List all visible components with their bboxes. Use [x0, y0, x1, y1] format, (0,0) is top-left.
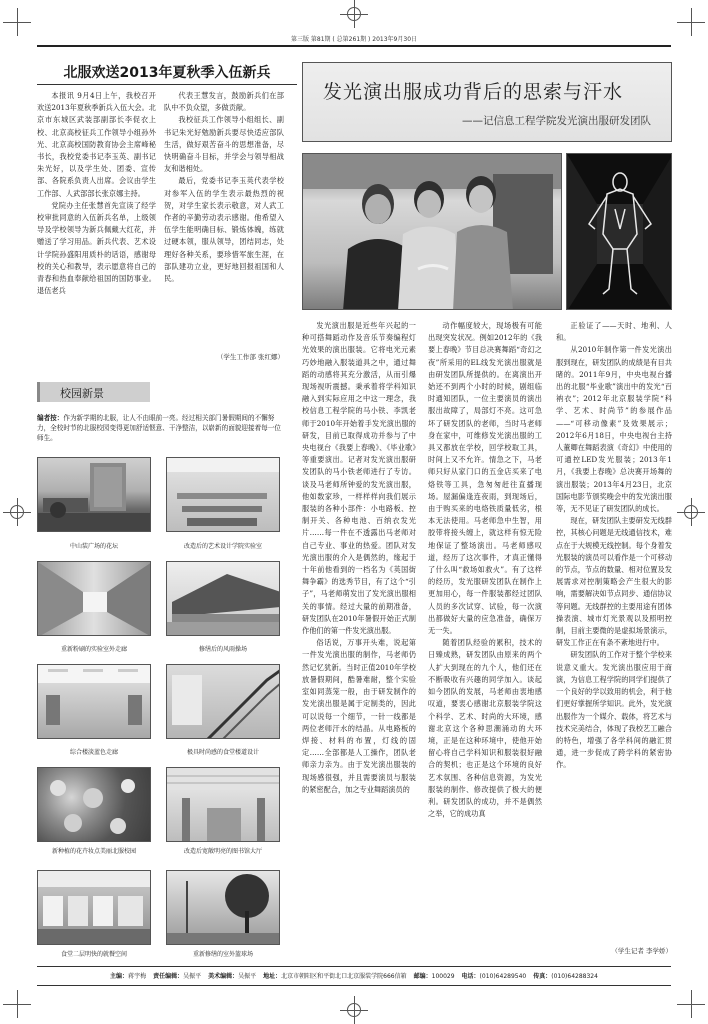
- main-article-subtitle: ——记信息工程学院发光演出服研发团队: [462, 115, 651, 127]
- paragraph: 正验证了——天时、地利、人和。: [556, 321, 672, 343]
- paragraph: 最后，党委书记李玉英代表学校对参军入伍的学生表示最热烈的祝贺，对学生家长表示敬意，对人武工作者的辛勤劳动表示感谢。他希望入伍学生能明确目标、锻炼体魄，练就过硬本领，服从领导，团结同志，处理好各种关系，要珍惜军旅生涯，在部队建功立业，更好地回报祖国和人民。: [164, 176, 284, 284]
- campus-photo: [37, 561, 151, 636]
- footer-fax: 传真：(010)64288324: [533, 973, 598, 980]
- footer-phone: 电话：(010)64289540: [461, 973, 527, 980]
- footer-responsible-editor: 责任编辑：吴振平: [153, 973, 202, 980]
- paragraph: 发光演出服是近些年兴起的一种可搭舞蹈动作及音乐节奏编程灯光效果的演出服装。它将电光元素巧妙地融入服装道具之中，通过舞蹈的动感将其充分激活，从而引爆现场视听震撼。秉承着将学科知识融入到实际应用之中这一理念，我校信息工程学院的马小铁、李凯老师于2010年开始着手发光演出服的研发，目前已取得成功并参与了中央电视台《我要上春晚》、《毕业歌》等重要演出。记者对发光演出服研发团队的马小铁老师进行了专访。谈及马老师所钟爱的发光演出服，他如数家珍，一样样样向我们展示服装的各种小部件：小电路板、控制开关、各种电池、百纳衣发光片……每一件在不透露出马老师对自己专业、事业的热爱。团队对发光演出服的介入是偶然的，缘起于十年前他看到的一档名为《英国街舞争霸》的选秀节目，有了这个“引子”，马老师萌发出了发光演出服相关的事情。经过大量的前期准备，研发团队在2010年暑假开始正式制作他们的第一件发光演出服。: [302, 321, 416, 636]
- editor-note-label: 编者按：: [37, 414, 64, 422]
- photo-caption: 极具时尚感的食堂楼道设计: [186, 749, 259, 756]
- paragraph: 现在，研发团队主要研发无线群控，其核心问题是无线通信技术，难点在于大规模无线控制。每个身着发光服装的演员可以看作是一个可移动的节点，节点的数量、相对位置及发展需求对控制策略会产生很大的影响，需要解决如节点同步、通信协议等问题。无线群控的主要用途有团体操表演、城市灯光景观以及照明控制，目前主要微的是虚拟场景演示，研发工作正在有条不紊地进行中。: [556, 516, 672, 648]
- main-article-col2: [428, 320, 542, 958]
- campus-photo: [166, 561, 280, 636]
- photo-caption: 新种植的花卉妆点美丽北服校园: [51, 848, 136, 855]
- photo-caption: 中山装广场的花坛: [69, 543, 118, 550]
- main-article-byline: （学生记者 李学娇）: [611, 947, 672, 955]
- crop-mark: [677, 990, 705, 1018]
- footer-address: 地址：北京市朝阳区和平街北口北京服装学院666信箱: [263, 973, 407, 980]
- campus-photo: [37, 870, 151, 945]
- registration-mark: [340, 996, 368, 1024]
- campus-section-header: [37, 382, 150, 402]
- left-article-col2: [164, 90, 284, 352]
- footer-rule: [37, 985, 671, 986]
- registration-mark: [340, 0, 368, 28]
- crop-mark: [3, 8, 31, 36]
- editor-note: [37, 413, 287, 443]
- photo-caption: 改造后的艺术设计学院实验室: [183, 543, 262, 550]
- campus-photo: [166, 870, 280, 945]
- main-article-title: 发光演出服成功背后的思索与汗水: [323, 81, 624, 103]
- main-article-header: [302, 62, 672, 142]
- paragraph: 随着团队经验的累积，技术的日臻成熟，研发团队由原来的两个人扩大到现在的九个人，他们还在不断吸收有兴趣的同学加入。谈起如今团队的发展，马老师由衷地感叹道，要衷心感谢北京服装学院这个科学、艺术、时尚的大环境，感谢北京这个各种思潮涌动的大环境，正是在这种环境中，使他开始留心将自己学科知识和服装很好融合的契机；也正是这个环境的良好艺术氛围、各种信息资源，为发光服装的制作、修改提供了极大的便利。研发团队的成功，并不是偶然之举，它的成功真: [428, 638, 542, 819]
- photo-caption: 食堂二层明快的就餐空间: [60, 951, 127, 958]
- left-article-col1: [37, 90, 156, 365]
- footer-rule: [37, 966, 671, 967]
- team-photo: [302, 153, 562, 310]
- photo-caption: 重新修缮的室外篮球场: [192, 951, 253, 958]
- campus-photo: [37, 767, 151, 842]
- costume-photo: [566, 153, 672, 310]
- footer-zip: 邮编：100029: [413, 973, 455, 980]
- masthead-footer: [37, 971, 671, 980]
- paragraph: 俗话说，万事开头难，说起第一件发光演出服的制作，马老师仍然记忆犹新。当时正值2010年学校放暑假期间，酷暑难耐，整个实验室如同蒸笼一般，由于研发制作的发光演出服是属于定制类的，因此可以说每一个细节，一针一线都是两位老师汗水的结晶。从电路板的焊接、材料的布置，灯线的固定……全部都是人工操作，团队老师亲力亲为。由于发光演出服装的现场感很强，并且需要演员与服装的紧密配合，加之专业舞蹈演员的: [302, 638, 416, 794]
- editor-note-text: 作为新学期的北服，让人不由眼前一亮。经过相关部门暑假期间的不懈努力，全校时节的北服校园变得更加舒适惬意、干净整洁，以崭新的面貌迎接着每一位师生。: [37, 414, 281, 442]
- main-article-col1: [302, 320, 416, 958]
- crop-mark: [3, 990, 31, 1018]
- paragraph: 本报讯 9月4日上午，我校召开欢送2013年夏秋季新兵入伍大会。北京市东城区武装部副部长李促衣上校、北京高校征兵工作领导小组孙外光、北京高校国防教育协会主席峰秘书长，我校党委书记李玉英、副书记朱光好，以及学生处、团委、宣传部、各院系负责人出席。会议由学生工作部、人武部部长张京娜主持。: [37, 91, 156, 198]
- left-article-title: 北服欢送2013年夏秋季入伍新兵: [63, 65, 271, 81]
- campus-photo: [166, 457, 280, 532]
- paragraph: 党院办主任张慧首先宣读了经学校审批同意的入伍新兵名单，上级领导及学校领导为新兵佩戴大红花，并赠送了学习用品。新兵代表、艺术设计学院孙盛阳用质朴的话语，感谢母校的关心和教导，表示愿意将自己的青春和热血奉献给祖国的国防事业。退伍老兵: [37, 200, 156, 296]
- paragraph: 动作幅度较大，现场极有可能出现突发状况。例如2012年的《我要上春晚》节目总决赛舞蹈“奇幻之夜”所采用的EL线发光演出服就是由研发团队所提供的。在离演出开始还不到两个小时的时候，剧组临时通知团队，一位主要演员的演出服出故障了，局部灯不亮。这可急坏了研发团队的老师，当时马老师身在家中，可维修发光演出服的工具又都放在学校，回学校取工具，时间上又不允许。情急之下，马老师只好从家门口的五金店买来了电烙铁等工具，急匆匆赶往直播现场。屋漏偏逢连夜雨，到现场后，由于购买来的电烙铁质量低劣，根本无法使用。马老师急中生智，用胶带将接头缠上，就这样有惊无险地保证了整场演出。马老师感叹道，经历了这次事件，才真正懂得了什么叫“救场如救火”。有了这样的经历，发光服研发团队在制作上更加用心，每一件服装都经过团队人员的多次试穿、试验，每一次演出都做好大量的应急准备，确保万无一失。: [428, 321, 542, 636]
- campus-photo: [166, 767, 280, 842]
- photo-caption: 改造后宽敞明亮的图书馆大厅: [183, 848, 262, 855]
- campus-photo: [37, 664, 151, 739]
- registration-mark: [3, 498, 31, 526]
- paragraph: 研发团队的工作对于整个学校来说意义重大。发光演出服应用于商演，为信息工程学院的同学们提供了一个良好的学以致用的机会，利于他们更好掌握所学知识。此外，发光演出服作为一个媒介、载体，将艺术与技术完美结合，体现了我校艺工融合的特色，增强了各学科间的融汇贯通，进一步促成了跨学科的紧密协作。: [556, 650, 672, 770]
- photo-caption: 修缮后的风雨操场: [198, 646, 247, 653]
- main-article-col3: [556, 320, 672, 940]
- left-article-byline: （学生工作部 张红娜）: [216, 353, 284, 361]
- paragraph: 从2010年制作第一件发光演出服到现在，研发团队的成绩是有目共睹的。2011年9月，中央电视台播出的北服“毕业歌”演出中的发光“百衲衣”；2012年北京服装学院“科学、艺术、时尚节”的参展作品——“可移动像素”及效果展示；2012年6月18日，中央电视台主持人董卿在舞蹈表演《奇幻》中使用的可通控LED发光服装；2013年1月，《我要上春晚》总决赛开场舞的演出服装；2013年4月23日，北京国际电影节颁奖晚会中的发光演出服等，无不见证了研发团队的成长。: [556, 345, 672, 514]
- paragraph: 我校征兵工作领导小组组长、副书记朱光好勉励新兵要尽快适应部队生活，做好艰苦奋斗的思想准备，尽快明确奋斗目标，并学会与领导相战友和谐相处。: [164, 115, 284, 174]
- campus-photo: [37, 457, 151, 532]
- photo-caption: 重新粉刷的实验室外走廊: [60, 646, 127, 653]
- photo-caption: 综合楼淡蓝色走廊: [69, 749, 118, 756]
- footer-art-editor: 美术编辑：吴振平: [208, 973, 257, 980]
- campus-photo: [166, 664, 280, 739]
- campus-section-title: 校园新景: [60, 387, 104, 400]
- title-rule: [37, 84, 297, 85]
- header-rule: [37, 45, 671, 47]
- crop-mark: [677, 8, 705, 36]
- registration-mark: [677, 498, 705, 526]
- issue-info: 第三版 第81期 ( 总第261期 ) 2013年9月30日: [290, 36, 418, 43]
- footer-editor: 主编：蒋宇梅: [110, 973, 147, 980]
- paragraph: 代表王慧发言，鼓励新兵们在部队中不负众望，多做贡献。: [164, 91, 284, 113]
